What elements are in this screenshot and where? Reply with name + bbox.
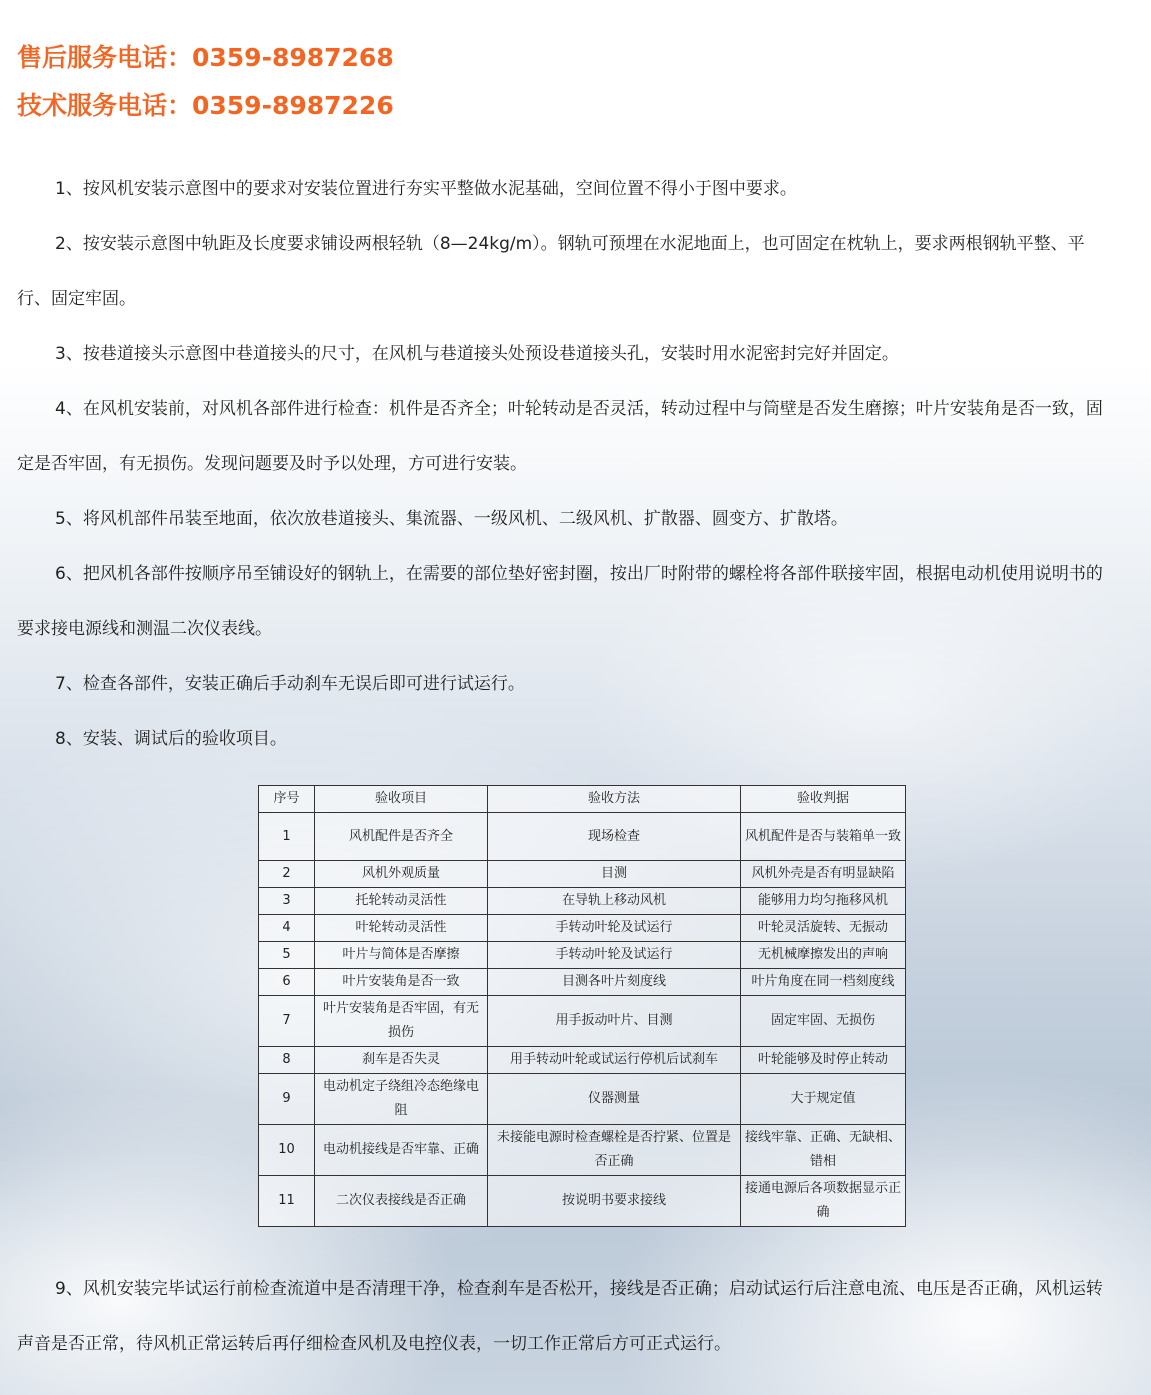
cell-method: 目测 bbox=[488, 861, 741, 888]
cell-method: 用手转动叶轮或试运行停机后试刹车 bbox=[488, 1047, 741, 1074]
cell-item: 刹车是否失灵 bbox=[315, 1047, 488, 1074]
acceptance-table-container bbox=[258, 785, 906, 1227]
table-header-row bbox=[259, 786, 906, 813]
step-2: 2、按安装示意图中轨距及长度要求铺设两根轻轨（8—24kg/m）。钢轨可预埋在水泥地面上，也可固定在枕轨上，要求两根钢轨平整、平行、固定牢固。 bbox=[17, 234, 1085, 309]
table-row bbox=[259, 813, 906, 861]
cell-method: 现场检查 bbox=[488, 813, 741, 861]
cell-criteria: 固定牢固、无损伤 bbox=[741, 996, 906, 1047]
table-row bbox=[259, 996, 906, 1047]
cell-criteria: 大于规定值 bbox=[741, 1074, 906, 1125]
step-3: 3、按巷道接头示意图中巷道接头的尺寸，在风机与巷道接头处预设巷道接头孔，安装时用水泥密封完好并固定。 bbox=[55, 344, 899, 364]
table-row bbox=[259, 915, 906, 942]
cell-serial: 8 bbox=[259, 1047, 315, 1074]
cell-serial: 9 bbox=[259, 1074, 315, 1125]
cell-criteria: 能够用力均匀拖移风机 bbox=[741, 888, 906, 915]
table-row bbox=[259, 942, 906, 969]
header-criteria: 验收判据 bbox=[741, 786, 906, 813]
cell-serial: 1 bbox=[259, 813, 315, 861]
header-item: 验收项目 bbox=[315, 786, 488, 813]
cell-method: 按说明书要求接线 bbox=[488, 1176, 741, 1227]
cell-item: 风机外观质量 bbox=[315, 861, 488, 888]
cell-item: 托轮转动灵活性 bbox=[315, 888, 488, 915]
cell-method: 目测各叶片刻度线 bbox=[488, 969, 741, 996]
cell-criteria: 无机械摩擦发出的声响 bbox=[741, 942, 906, 969]
cell-serial: 7 bbox=[259, 996, 315, 1047]
table-row bbox=[259, 1047, 906, 1074]
cell-item: 电动机定子绕组冷态绝缘电阻 bbox=[315, 1074, 488, 1125]
cell-method: 手转动叶轮及试运行 bbox=[488, 915, 741, 942]
step-7: 7、检查各部件，安装正确后手动刹车无误后即可进行试运行。 bbox=[55, 674, 525, 694]
cell-item: 叶片安装角是否一致 bbox=[315, 969, 488, 996]
table-row bbox=[259, 1176, 906, 1227]
cell-method: 用手扳动叶片、目测 bbox=[488, 996, 741, 1047]
contact-block bbox=[17, 38, 394, 134]
table-row bbox=[259, 1074, 906, 1125]
final-step-block bbox=[17, 1262, 1117, 1372]
cell-method: 在导轨上移动风机 bbox=[488, 888, 741, 915]
cell-serial: 10 bbox=[259, 1125, 315, 1176]
installation-steps bbox=[17, 162, 1117, 767]
header-serial: 序号 bbox=[259, 786, 315, 813]
step-5: 5、将风机部件吊装至地面，依次放巷道接头、集流器、一级风机、二级风机、扩散器、圆变方、扩散塔。 bbox=[55, 509, 848, 529]
step-6: 6、把风机各部件按顺序吊至铺设好的钢轨上，在需要的部位垫好密封圈，按出厂时附带的螺栓将各部件联接牢固，根据电动机使用说明书的要求接电源线和测温二次仪表线。 bbox=[17, 564, 1103, 639]
cell-serial: 2 bbox=[259, 861, 315, 888]
cell-criteria: 接线牢靠、正确、无缺相、错相 bbox=[741, 1125, 906, 1176]
acceptance-table bbox=[258, 785, 906, 1227]
table-row bbox=[259, 969, 906, 996]
step-4: 4、在风机安装前，对风机各部件进行检查：机件是否齐全；叶轮转动是否灵活，转动过程中与筒壁是否发生磨擦；叶片安装角是否一致，固定是否牢固，有无损伤。发现问题要及时予以处理，方可进行安装。 bbox=[17, 399, 1103, 474]
cell-serial: 5 bbox=[259, 942, 315, 969]
cell-item: 叶轮转动灵活性 bbox=[315, 915, 488, 942]
cell-method: 仪器测量 bbox=[488, 1074, 741, 1125]
cell-criteria: 叶片角度在同一档刻度线 bbox=[741, 969, 906, 996]
cell-criteria: 叶轮灵活旋转、无振动 bbox=[741, 915, 906, 942]
cell-item: 二次仪表接线是否正确 bbox=[315, 1176, 488, 1227]
cell-criteria: 风机配件是否与装箱单一致 bbox=[741, 813, 906, 861]
table-row bbox=[259, 861, 906, 888]
step-8: 8、安装、调试后的验收项目。 bbox=[55, 729, 287, 749]
cell-criteria: 叶轮能够及时停止转动 bbox=[741, 1047, 906, 1074]
cell-serial: 6 bbox=[259, 969, 315, 996]
step-9: 9、风机安装完毕试运行前检查流道中是否清理干净，检查刹车是否松开，接线是否正确；启动试运行后注意电流、电压是否正确，风机运转声音是否正常，待风机正常运转后再仔细检查风机及电控仪表，一切工作正常后方可正式运行。 bbox=[17, 1279, 1103, 1354]
cell-criteria: 接通电源后各项数据显示正确 bbox=[741, 1176, 906, 1227]
cell-item: 电动机接线是否牢靠、正确 bbox=[315, 1125, 488, 1176]
header-method: 验收方法 bbox=[488, 786, 741, 813]
technical-phone: 技术服务电话：0359-8987226 bbox=[17, 91, 394, 120]
cell-item: 叶片与简体是否摩擦 bbox=[315, 942, 488, 969]
cell-item: 风机配件是否齐全 bbox=[315, 813, 488, 861]
cell-criteria: 风机外壳是否有明显缺陷 bbox=[741, 861, 906, 888]
cell-method: 手转动叶轮及试运行 bbox=[488, 942, 741, 969]
cell-method: 未接能电源时检查螺栓是否拧紧、位置是否正确 bbox=[488, 1125, 741, 1176]
cell-serial: 3 bbox=[259, 888, 315, 915]
table-row bbox=[259, 888, 906, 915]
cell-serial: 11 bbox=[259, 1176, 315, 1227]
table-row bbox=[259, 1125, 906, 1176]
step-1: 1、按风机安装示意图中的要求对安装位置进行夯实平整做水泥基础，空间位置不得小于图中要求。 bbox=[55, 179, 797, 199]
after-sales-phone: 售后服务电话：0359-8987268 bbox=[17, 43, 394, 72]
cell-item: 叶片安装角是否牢固，有无损伤 bbox=[315, 996, 488, 1047]
cell-serial: 4 bbox=[259, 915, 315, 942]
